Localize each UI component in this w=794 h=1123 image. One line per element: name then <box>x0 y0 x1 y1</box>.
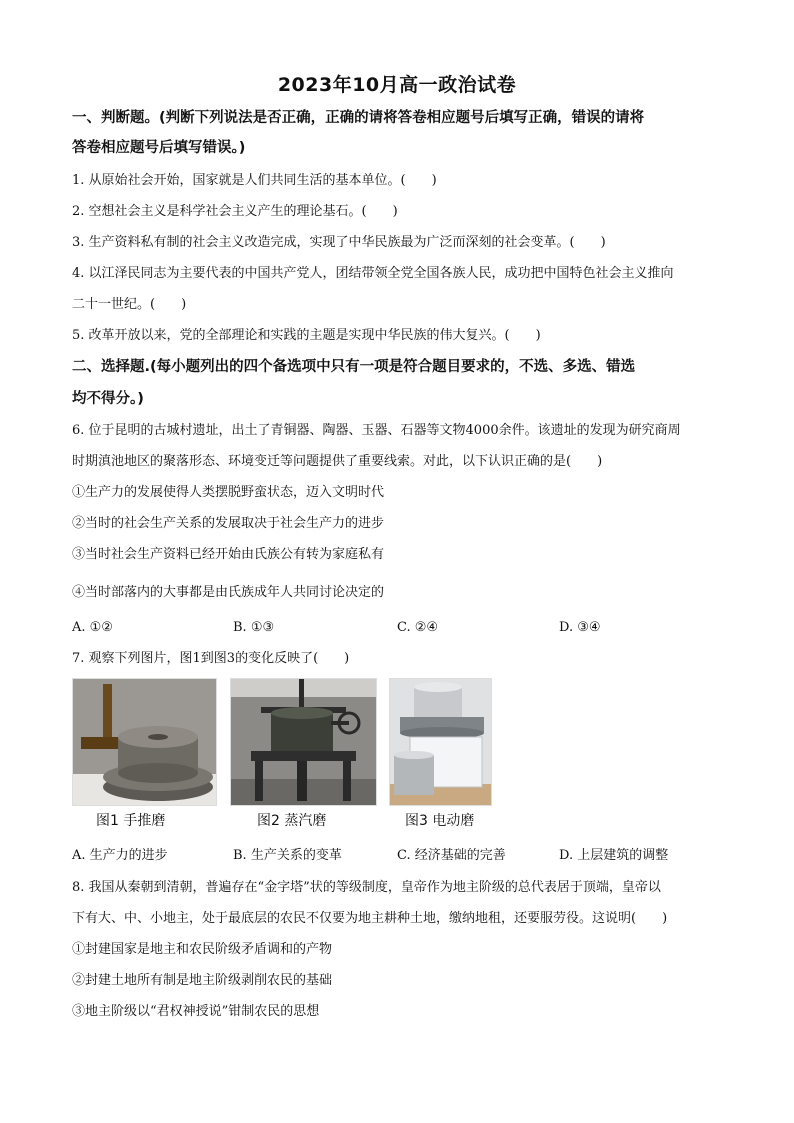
q6-statement: ④当时部落内的大事都是由氏族成年人共同讨论决定的 <box>72 585 385 600</box>
q7-option-b: B. 生产关系的变革 <box>233 848 342 863</box>
question-8: 8. 我国从秦朝到清朝，普遍存在“金字塔”状的等级制度，皇帝作为地主阶级的总代表居于顶端，皇帝以 <box>72 880 661 895</box>
electric-mill-image <box>389 678 492 806</box>
section1-heading: 一、判断题。(判断下列说法是否正确，正确的请将答卷相应题号后填写正确，错误的请将 <box>72 110 645 126</box>
question-6: 6. 位于昆明的古城村遗址，出土了青铜器、陶器、玉器、石器等文物4000余件。该遗址的发现为研究商周 <box>72 423 681 438</box>
section1-heading-cont: 答卷相应题号后填写错误。) <box>72 140 246 156</box>
question-4: 4. 以江泽民同志为主要代表的中国共产党人，团结带领全党全国各族人民，成功把中国特色社会主义推向 <box>72 266 674 281</box>
q6-statement: ①生产力的发展使得人类摆脱野蛮状态，迈入文明时代 <box>72 485 385 500</box>
question-1: 1. 从原始社会开始，国家就是人们共同生活的基本单位。( ) <box>72 173 437 188</box>
q8-statement: ②封建土地所有制是地主阶级剥削农民的基础 <box>72 973 333 988</box>
page-title: 2023年10月高一政治试卷 <box>277 74 517 96</box>
q7-option-d: D. 上层建筑的调整 <box>559 848 669 863</box>
q6-option-d: D. ③④ <box>559 620 601 635</box>
figure-2-caption: 图2 蒸汽磨 <box>257 813 327 829</box>
q7-option-c: C. 经济基础的完善 <box>397 848 506 863</box>
q6-option-a: A. ①② <box>72 620 113 635</box>
q6-statement: ③当时社会生产资料已经开始由氏族公有转为家庭私有 <box>72 547 385 562</box>
steam-mill-image <box>230 678 377 806</box>
section2-heading: 二、选择题.(每小题列出的四个备选项中只有一项是符合题目要求的，不选、多选、错选 <box>72 359 636 375</box>
q6-statement: ②当时的社会生产关系的发展取决于社会生产力的进步 <box>72 516 385 531</box>
question-2: 2. 空想社会主义是科学社会主义产生的理论基石。( ) <box>72 204 398 219</box>
question-4-cont: 二十一世纪。( ) <box>72 297 187 312</box>
question-8-cont: 下有大、中、小地主，处于最底层的农民不仅要为地主耕种土地，缴纳地租，还要服劳役。这说明( ) <box>72 911 668 926</box>
q8-statement: ③地主阶级以“君权神授说”钳制农民的思想 <box>72 1004 320 1019</box>
question-6-cont: 时期滇池地区的聚落形态、环境变迁等问题提供了重要线索。对此，以下认识正确的是( ) <box>72 454 603 469</box>
q6-option-b: B. ①③ <box>233 620 275 635</box>
q8-statement: ①封建国家是地主和农民阶级矛盾调和的产物 <box>72 942 333 957</box>
figure-1-caption: 图1 手推磨 <box>96 813 166 829</box>
question-3: 3. 生产资料私有制的社会主义改造完成，实现了中华民族最为广泛而深刻的社会变革。( ) <box>72 235 606 250</box>
section2-heading-cont: 均不得分。) <box>72 391 144 407</box>
q6-option-c: C. ②④ <box>397 620 439 635</box>
hand-mill-image <box>72 678 217 806</box>
q7-option-a: A. 生产力的进步 <box>72 848 168 863</box>
question-7: 7. 观察下列图片，图1到图3的变化反映了( ) <box>72 651 350 666</box>
question-5: 5. 改革开放以来，党的全部理论和实践的主题是实现中华民族的伟大复兴。( ) <box>72 328 541 343</box>
figure-3-caption: 图3 电动磨 <box>405 813 475 829</box>
